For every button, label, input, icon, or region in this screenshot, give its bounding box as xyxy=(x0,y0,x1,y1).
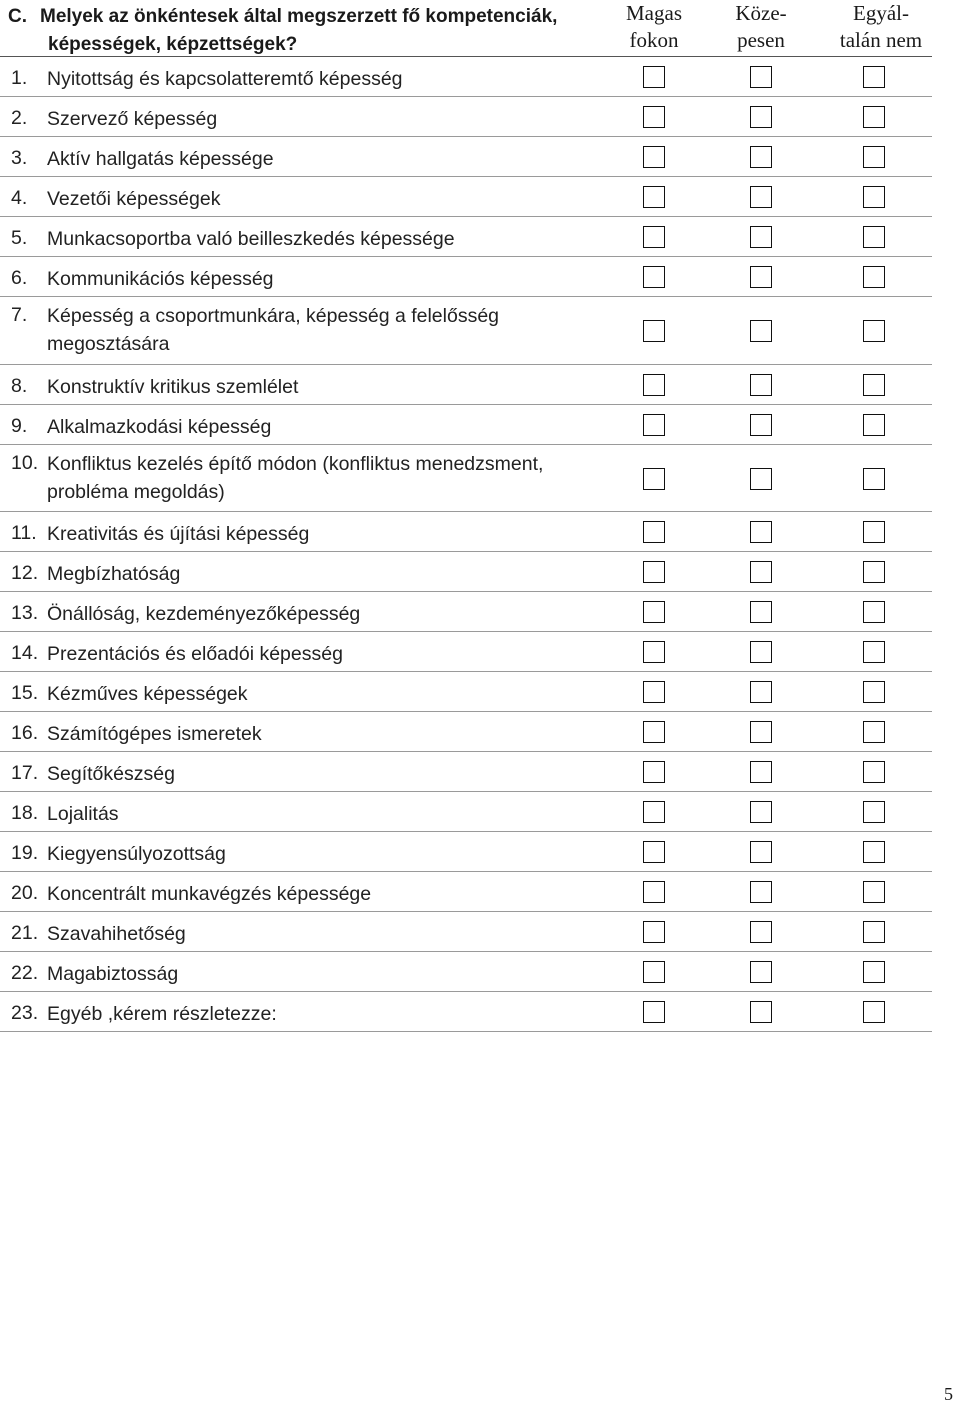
competency-row xyxy=(0,297,932,365)
column-header-high xyxy=(599,0,709,54)
checkbox-medium[interactable] xyxy=(750,1001,772,1023)
competency-row xyxy=(0,405,932,445)
checkbox-high[interactable] xyxy=(643,266,665,288)
competency-number: 17. xyxy=(11,762,39,784)
competency-label: Kiegyensúlyozottság xyxy=(47,843,226,865)
competency-number: 21. xyxy=(11,922,39,944)
competency-row xyxy=(0,952,932,992)
checkbox-none[interactable] xyxy=(863,226,885,248)
competency-number: 3. xyxy=(11,147,28,169)
competency-label: Kézműves képességek xyxy=(47,683,248,705)
checkbox-none[interactable] xyxy=(863,1001,885,1023)
checkbox-none[interactable] xyxy=(863,468,885,490)
competency-row xyxy=(0,512,932,552)
competency-label: Alkalmazkodási képesség xyxy=(47,415,272,438)
competency-row xyxy=(0,632,932,672)
checkbox-medium[interactable] xyxy=(750,601,772,623)
competency-row xyxy=(0,552,932,592)
competency-row xyxy=(0,832,932,872)
column-header-high-line-1: Magas xyxy=(626,1,682,25)
checkbox-medium[interactable] xyxy=(750,146,772,168)
competency-number: 7. xyxy=(11,304,28,326)
competency-row xyxy=(0,365,932,405)
checkbox-medium[interactable] xyxy=(750,106,772,128)
column-header-medium-line-2: pesen xyxy=(737,28,785,52)
competency-label: Önállóság, kezdeményezőképesség xyxy=(47,603,361,625)
question-header xyxy=(0,0,932,57)
checkbox-high[interactable] xyxy=(643,521,665,543)
competency-row xyxy=(0,672,932,712)
competency-number: 9. xyxy=(11,414,28,437)
competency-number: 2. xyxy=(11,107,28,129)
checkbox-medium[interactable] xyxy=(750,66,772,88)
checkbox-high[interactable] xyxy=(643,374,665,396)
competency-label: Koncentrált munkavégzés képessége xyxy=(47,883,372,905)
column-header-high-line-2: fokon xyxy=(629,28,679,52)
checkbox-none[interactable] xyxy=(863,561,885,583)
competency-number: 15. xyxy=(11,682,39,704)
checkbox-high[interactable] xyxy=(643,841,665,863)
checkbox-medium[interactable] xyxy=(750,881,772,903)
competency-number: 8. xyxy=(11,374,28,397)
checkbox-medium[interactable] xyxy=(750,801,772,823)
checkbox-high[interactable] xyxy=(643,961,665,983)
checkbox-medium[interactable] xyxy=(750,186,772,208)
competency-row xyxy=(0,217,932,257)
competency-label: Prezentációs és előadói képesség xyxy=(47,643,343,665)
checkbox-none[interactable] xyxy=(863,266,885,288)
question-letter: C. xyxy=(8,6,27,27)
checkbox-medium[interactable] xyxy=(750,414,772,436)
column-header-none xyxy=(826,0,936,54)
competency-label: Nyitottság és kapcsolatteremtő képesség xyxy=(47,68,403,90)
question-line-2: képességek, képzettségek? xyxy=(48,34,298,55)
competency-row xyxy=(0,912,932,952)
column-header-medium-line-1: Köze- xyxy=(735,1,787,25)
competency-label: Magabiztosság xyxy=(47,963,179,985)
checkbox-high[interactable] xyxy=(643,226,665,248)
column-header-none-line-2: talán nem xyxy=(839,28,923,52)
question-line-1: Melyek az önkéntesek által megszerzett fő kompetenciák, xyxy=(40,6,558,27)
checkbox-none[interactable] xyxy=(863,841,885,863)
competency-label: Konstruktív kritikus szemlélet xyxy=(47,375,299,398)
checkbox-none[interactable] xyxy=(863,374,885,396)
competency-number: 19. xyxy=(11,842,39,864)
competency-row xyxy=(0,177,932,217)
competency-number: 12. xyxy=(11,562,39,584)
checkbox-medium[interactable] xyxy=(750,468,772,490)
competency-label: Számítógépes ismeretek xyxy=(47,723,262,745)
competency-row xyxy=(0,712,932,752)
checkbox-high[interactable] xyxy=(643,641,665,663)
competency-number: 16. xyxy=(11,722,39,744)
checkbox-high[interactable] xyxy=(643,468,665,490)
competency-number: 22. xyxy=(11,962,39,984)
checkbox-none[interactable] xyxy=(863,414,885,436)
checkbox-high[interactable] xyxy=(643,881,665,903)
competency-row xyxy=(0,137,932,177)
checkbox-high[interactable] xyxy=(643,106,665,128)
checkbox-medium[interactable] xyxy=(750,374,772,396)
checkbox-none[interactable] xyxy=(863,320,885,342)
competency-label: Segítőkészség xyxy=(47,763,175,785)
competency-row xyxy=(0,97,932,137)
checkbox-medium[interactable] xyxy=(750,921,772,943)
competency-row xyxy=(0,57,932,97)
checkbox-none[interactable] xyxy=(863,721,885,743)
checkbox-high[interactable] xyxy=(643,561,665,583)
checkbox-high[interactable] xyxy=(643,761,665,783)
competency-row xyxy=(0,257,932,297)
checkbox-high[interactable] xyxy=(643,320,665,342)
competency-number: 5. xyxy=(11,227,28,249)
competency-label: Munkacsoportba való beilleszkedés képessége xyxy=(47,228,455,250)
competency-label: Lojalitás xyxy=(47,803,119,825)
checkbox-medium[interactable] xyxy=(750,320,772,342)
competency-row xyxy=(0,992,932,1032)
checkbox-medium[interactable] xyxy=(750,521,772,543)
competency-number: 11. xyxy=(11,522,37,544)
competency-number: 4. xyxy=(11,187,28,209)
checkbox-none[interactable] xyxy=(863,186,885,208)
checkbox-high[interactable] xyxy=(643,681,665,703)
competency-number: 20. xyxy=(11,882,39,904)
checkbox-medium[interactable] xyxy=(750,721,772,743)
checkbox-medium[interactable] xyxy=(750,561,772,583)
checkbox-medium[interactable] xyxy=(750,266,772,288)
competency-list xyxy=(0,57,932,1032)
column-header-none-line-1: Egyál- xyxy=(853,1,909,25)
checkbox-medium[interactable] xyxy=(750,961,772,983)
checkbox-none[interactable] xyxy=(863,641,885,663)
checkbox-none[interactable] xyxy=(863,921,885,943)
competency-label: Vezetői képességek xyxy=(47,188,221,210)
competency-row xyxy=(0,792,932,832)
competency-row xyxy=(0,872,932,912)
checkbox-none[interactable] xyxy=(863,146,885,168)
competency-label: Szavahihetőség xyxy=(47,923,186,945)
checkbox-high[interactable] xyxy=(643,146,665,168)
competency-label: Megbízhatóság xyxy=(47,563,181,585)
competency-number: 1. xyxy=(11,67,28,89)
checkbox-high[interactable] xyxy=(643,801,665,823)
checkbox-none[interactable] xyxy=(863,66,885,88)
competency-number: 10. xyxy=(11,451,39,474)
checkbox-high[interactable] xyxy=(643,414,665,436)
column-header-medium xyxy=(706,0,816,54)
competency-label: Szervező képesség xyxy=(47,108,218,130)
checkbox-none[interactable] xyxy=(863,761,885,783)
question-title xyxy=(8,3,608,59)
competency-row xyxy=(0,752,932,792)
competency-number: 18. xyxy=(11,802,39,824)
competency-number: 14. xyxy=(11,642,39,664)
competency-number: 23. xyxy=(11,1002,39,1024)
competency-label: Aktív hallgatás képessége xyxy=(47,148,274,170)
checkbox-high[interactable] xyxy=(643,601,665,623)
checkbox-none[interactable] xyxy=(863,801,885,823)
competency-row xyxy=(0,592,932,632)
checkbox-none[interactable] xyxy=(863,106,885,128)
competency-number: 6. xyxy=(11,267,28,289)
checkbox-medium[interactable] xyxy=(750,681,772,703)
checkbox-high[interactable] xyxy=(643,66,665,88)
competency-label: Konfliktus kezelés építő módon (konfliktus menedzsment, probléma megoldás) xyxy=(47,452,544,503)
checkbox-medium[interactable] xyxy=(750,841,772,863)
checkbox-high[interactable] xyxy=(643,1001,665,1023)
competency-number: 13. xyxy=(11,602,39,624)
competency-label: Kreativitás és újítási képesség xyxy=(47,523,310,545)
checkbox-high[interactable] xyxy=(643,921,665,943)
checkbox-none[interactable] xyxy=(863,961,885,983)
competency-label: Egyéb ,kérem részletezze: xyxy=(47,1003,277,1025)
competency-row xyxy=(0,445,932,513)
checkbox-medium[interactable] xyxy=(750,226,772,248)
checkbox-none[interactable] xyxy=(863,601,885,623)
checkbox-none[interactable] xyxy=(863,521,885,543)
checkbox-medium[interactable] xyxy=(750,761,772,783)
checkbox-high[interactable] xyxy=(643,186,665,208)
checkbox-none[interactable] xyxy=(863,881,885,903)
competency-label: Kommunikációs képesség xyxy=(47,268,274,290)
checkbox-high[interactable] xyxy=(643,721,665,743)
checkbox-none[interactable] xyxy=(863,681,885,703)
checkbox-medium[interactable] xyxy=(750,641,772,663)
page-number: 5 xyxy=(944,1384,953,1404)
competency-label: Képesség a csoportmunkára, képesség a felelősség megosztására xyxy=(47,305,500,355)
